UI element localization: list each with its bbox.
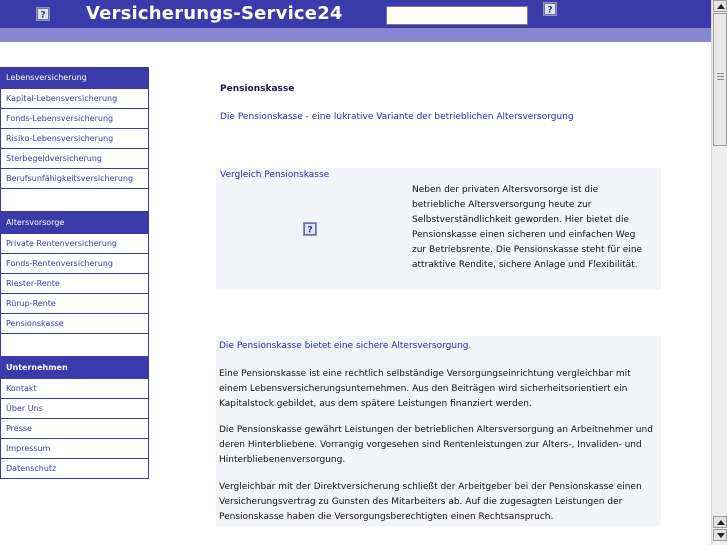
nav-item-riester-rente[interactable]: Riester-Rente [1, 273, 148, 293]
broken-image-icon[interactable] [543, 2, 557, 16]
scroll-up-arrow-icon [717, 520, 725, 525]
nav-spacer [1, 188, 148, 211]
scrollbar-thumb[interactable] [713, 13, 727, 146]
nav-item-impressum[interactable]: Impressum [1, 438, 148, 458]
site-header [0, 0, 711, 28]
grip-line [717, 76, 724, 77]
scroll-down-arrow-icon [717, 533, 725, 538]
header-subbar [0, 28, 711, 42]
article-paragraph: Eine Pensionskasse ist eine rechtlich selbständige Versorgungseinrichtung vergleichbar mit einem Lebensversicherungsunternehmen. Aus den Beiträgen wird sicherheitsorientiert ein Kapitalstock gebildet, aus dem spätere Leistungen finanziert werden. [219, 369, 631, 409]
nav-item-ueber-uns[interactable]: Über Uns [1, 398, 148, 418]
nav-item-berufsunfaehigkeitsversicherung[interactable]: Berufsunfähigkeitsversicherung [1, 168, 148, 188]
compare-link[interactable]: Vergleich Pensionskasse [220, 170, 330, 180]
scroll-down-button[interactable] [713, 529, 727, 541]
nav-section-unternehmen [0, 357, 149, 479]
nav-section-lebensversicherung [0, 67, 149, 212]
nav-item-datenschutz[interactable]: Datenschutz [1, 458, 148, 478]
nav-item-risiko-lebensversicherung[interactable]: Risiko-Lebensversicherung [1, 128, 148, 148]
search-input[interactable] [386, 6, 528, 25]
article-panel [216, 336, 661, 526]
article-paragraph: Vergleichbar mit der Direktversicherung schließt der Arbeitgeber bei der Pensionskasse einen Versicherungsvertrag zu Gunsten des Mitarbeiters ab. Auf die zugesagten Leistungen der Pensionskasse haben die Versorgungsberechtigten einen Rechtsanspruch. [219, 482, 642, 522]
compare-description: Neben der privaten Altersvorsorge ist die betriebliche Altersversorgung heute zur Selbstverständlichkeit geworden. Hier bietet die Pensionskasse einen sicheren und einfachen Weg zur Betriebsrente. Die Pensionskasse steht für eine attraktive Rendite, sichere Anlage und Flexibilität. [412, 185, 643, 270]
broken-image-icon[interactable] [36, 7, 50, 21]
nav-item-ruerup-rente[interactable]: Rürup-Rente [1, 293, 148, 313]
article-heading: Die Pensionskasse bietet eine sichere Altersversorgung. [219, 341, 472, 351]
nav-item-fonds-rentenversicherung[interactable]: Fonds-Rentenversicherung [1, 253, 148, 273]
vertical-scrollbar[interactable] [711, 0, 727, 545]
scroll-up-arrow-icon [717, 4, 725, 9]
nav-heading-unternehmen: Unternehmen [1, 357, 148, 378]
nav-item-sterbegeldversicherung[interactable]: Sterbegeldversicherung [1, 148, 148, 168]
broken-image-icon[interactable] [303, 222, 317, 236]
page-subtitle: Die Pensionskasse - eine lukrative Variante der betrieblichen Altersversorgung [220, 112, 574, 122]
nav-item-pensionskasse[interactable]: Pensionskasse [1, 313, 148, 333]
svg-text:?: ? [40, 10, 46, 20]
scroll-up-button[interactable] [713, 0, 727, 12]
page-title: Pensionskasse [220, 84, 295, 94]
nav-item-fonds-lebensversicherung[interactable]: Fonds-Lebensversicherung [1, 108, 148, 128]
article-paragraph: Die Pensionskasse gewährt Leistungen der betrieblichen Altersversorgung an Arbeitnehmer und deren Hinterbliebene. Vorrangig vorgesehen sind Rentenleistungen zur Alters-, Invaliden- und Hinterbliebenenversorgung. [219, 425, 653, 465]
nav-heading-lebensversicherung[interactable]: Lebensversicherung [1, 67, 148, 88]
svg-text:?: ? [307, 225, 313, 235]
grip-line [717, 73, 724, 74]
nav-section-altersvorsorge [0, 212, 149, 357]
nav-spacer [1, 333, 148, 356]
nav-item-kontakt[interactable]: Kontakt [1, 378, 148, 398]
compare-panel [216, 168, 661, 289]
svg-text:?: ? [547, 5, 553, 15]
nav-item-private-rentenversicherung[interactable]: Private Rentenversicherung [1, 233, 148, 253]
scroll-up-button[interactable] [713, 516, 727, 528]
grip-line [717, 79, 724, 80]
nav-item-kapital-lebensversicherung[interactable]: Kapital-Lebensversicherung [1, 88, 148, 108]
nav-item-presse[interactable]: Presse [1, 418, 148, 438]
site-title[interactable]: Versicherungs-Service24 [86, 3, 343, 24]
sidebar-nav [0, 67, 149, 479]
nav-heading-altersvorsorge[interactable]: Altersvorsorge [1, 212, 148, 233]
